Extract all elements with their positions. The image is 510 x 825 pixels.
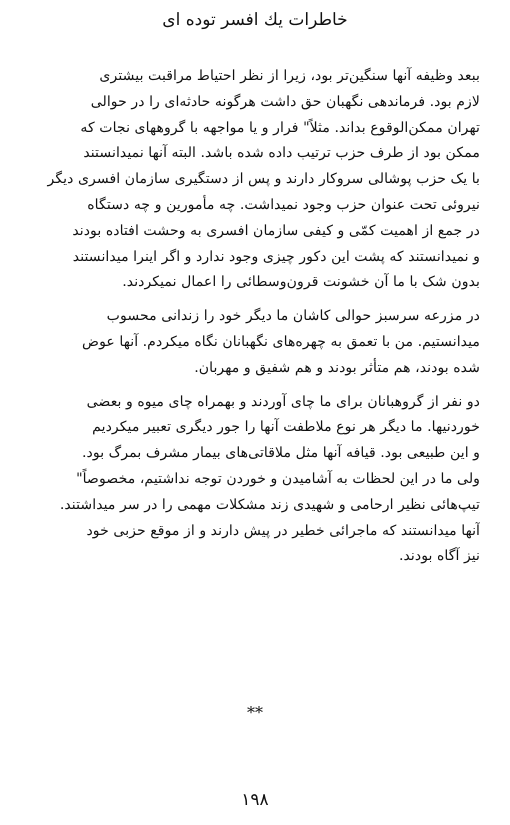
text-line: نیز آگاه بودند. xyxy=(398,548,480,565)
section-separator: ** xyxy=(247,703,263,722)
text-line: ممکن بود از طرف حزب ترتیب داده شده باشد. البته آنها نمیدانستند xyxy=(83,145,480,162)
text-line: در جمع از اهمیت کمّی و کیفی سازمان افسری به وحشت افتاده بودند xyxy=(72,222,480,239)
text-line: دو نفر از گروهبانان برای ما چای آوردند و بهمراه چای میوه و بعضی xyxy=(86,393,480,410)
text-line: خوردنیها. ما دیگر هر نوع ملاطفت آنها را جور دیگری تعبیر میکردیم xyxy=(92,419,480,436)
text-line: آنها میدانستند که ماجرائی خطیر در پیش دارند و از موقع حزبی خود xyxy=(86,522,480,539)
text-line: ببعد وظیفه آنها سنگین‌تر بود، زیرا از نظر احتیاط مراقبت بیشتری xyxy=(99,68,480,84)
text-line: با یک حزب پوشالی سروکار دارند و پس از دستگیری سازمان افسری دیگر xyxy=(47,171,480,188)
page-number: ۱۹۸ xyxy=(241,790,269,810)
text-line: لازم بود. فرماندهی نگهبان حق داشت هرگونه حادثه‌ای را در حوالی xyxy=(90,93,480,110)
text-line: تیپ‌هائی نظیر ارحامی و شهیدی زند مشکلات مهمی را در سر میداشتند. xyxy=(59,496,480,513)
body-text xyxy=(40,64,480,578)
text-line: و نمیدانستند که پشت این دکور چیزی وجود ندارد و اگر اینرا میدانستند xyxy=(72,248,480,265)
text-line: ولی ما در این لحظات به آشامیدن و خوردن توجه نداشتیم، مخصوصاً" xyxy=(76,470,480,487)
text-line: شده بودند، هم متأثر بودند و هم شفیق و مهربان. xyxy=(194,359,480,376)
text-line: در مزرعه سرسبز حوالی کاشان ما دیگر خود را زندانی محسوب xyxy=(106,308,480,325)
text-line: تهران ممکن‌الوقوع بداند. مثلاً" فرار و یا مواجهه با گروههای نجات که xyxy=(80,119,480,136)
paragraph xyxy=(40,304,480,381)
paragraph xyxy=(40,64,480,296)
text-line: نیروئی تحت عنوان حزب وجود نمیداشت. چه مأمورین و چه دستگاه xyxy=(87,196,480,213)
text-line: میدانستیم. من با تعمق به چهره‌های نگهبانان نگاه میکردم. آنها عوض xyxy=(81,333,480,350)
text-line: بدون شک با ما آن خشونت قرون‌وسطائی را اعمال نمیکردند. xyxy=(122,274,480,291)
paragraph xyxy=(40,390,480,571)
text-line: و این طبیعی بود. قیافه آنها مثل ملاقاتی‌های بیمار مشرف بمرگ بود. xyxy=(82,445,480,462)
running-header: خاطرات یك افسر توده ای xyxy=(162,10,348,30)
